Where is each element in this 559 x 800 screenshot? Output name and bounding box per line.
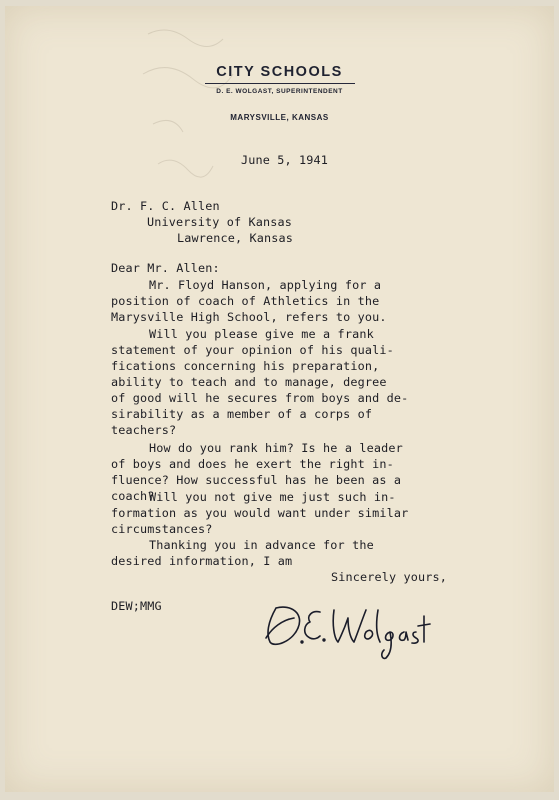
- body-paragraph-3: How do you rank him? Is he a leader of boys and does he exert the right in- fluence? How successful has he been as a coach?: [111, 441, 403, 503]
- letterhead-rule: [205, 83, 355, 84]
- body-paragraph-1: Mr. Floyd Hanson, applying for a position of coach of Athletics in the Marysville High School, refers to you.: [111, 278, 387, 324]
- body-paragraph-5: Thanking you in advance for the desired information, I am: [111, 538, 374, 568]
- address-city: Lawrence, Kansas: [177, 231, 294, 245]
- reference-initials: DEW;MMG: [111, 599, 162, 613]
- body-paragraph-2: Will you please give me a frank statement of your opinion of his quali- fications concerning his preparation, ability to teach and to manage, degree of good will he secures from boys and de- sirability as a member of a corps of teachers?: [111, 327, 409, 437]
- letterhead-title: CITY SCHOOLS: [216, 64, 343, 80]
- handwritten-signature: [262, 598, 432, 662]
- body-paragraph-4: Will you not give me just such in- formation as you would want under similar circumstances?: [111, 490, 409, 536]
- address-institution: University of Kansas: [147, 215, 293, 229]
- letter-date: June 5, 1941: [241, 153, 329, 167]
- letterhead-city: MARYSVILLE, KANSAS: [230, 113, 329, 122]
- closing: Sincerely yours,: [331, 570, 448, 584]
- letterhead-superintendent: D. E. WOLGAST, SUPERINTENDENT: [216, 88, 343, 95]
- address-name: Dr. F. C. Allen: [111, 199, 220, 213]
- salutation: Dear Mr. Allen:: [111, 261, 220, 275]
